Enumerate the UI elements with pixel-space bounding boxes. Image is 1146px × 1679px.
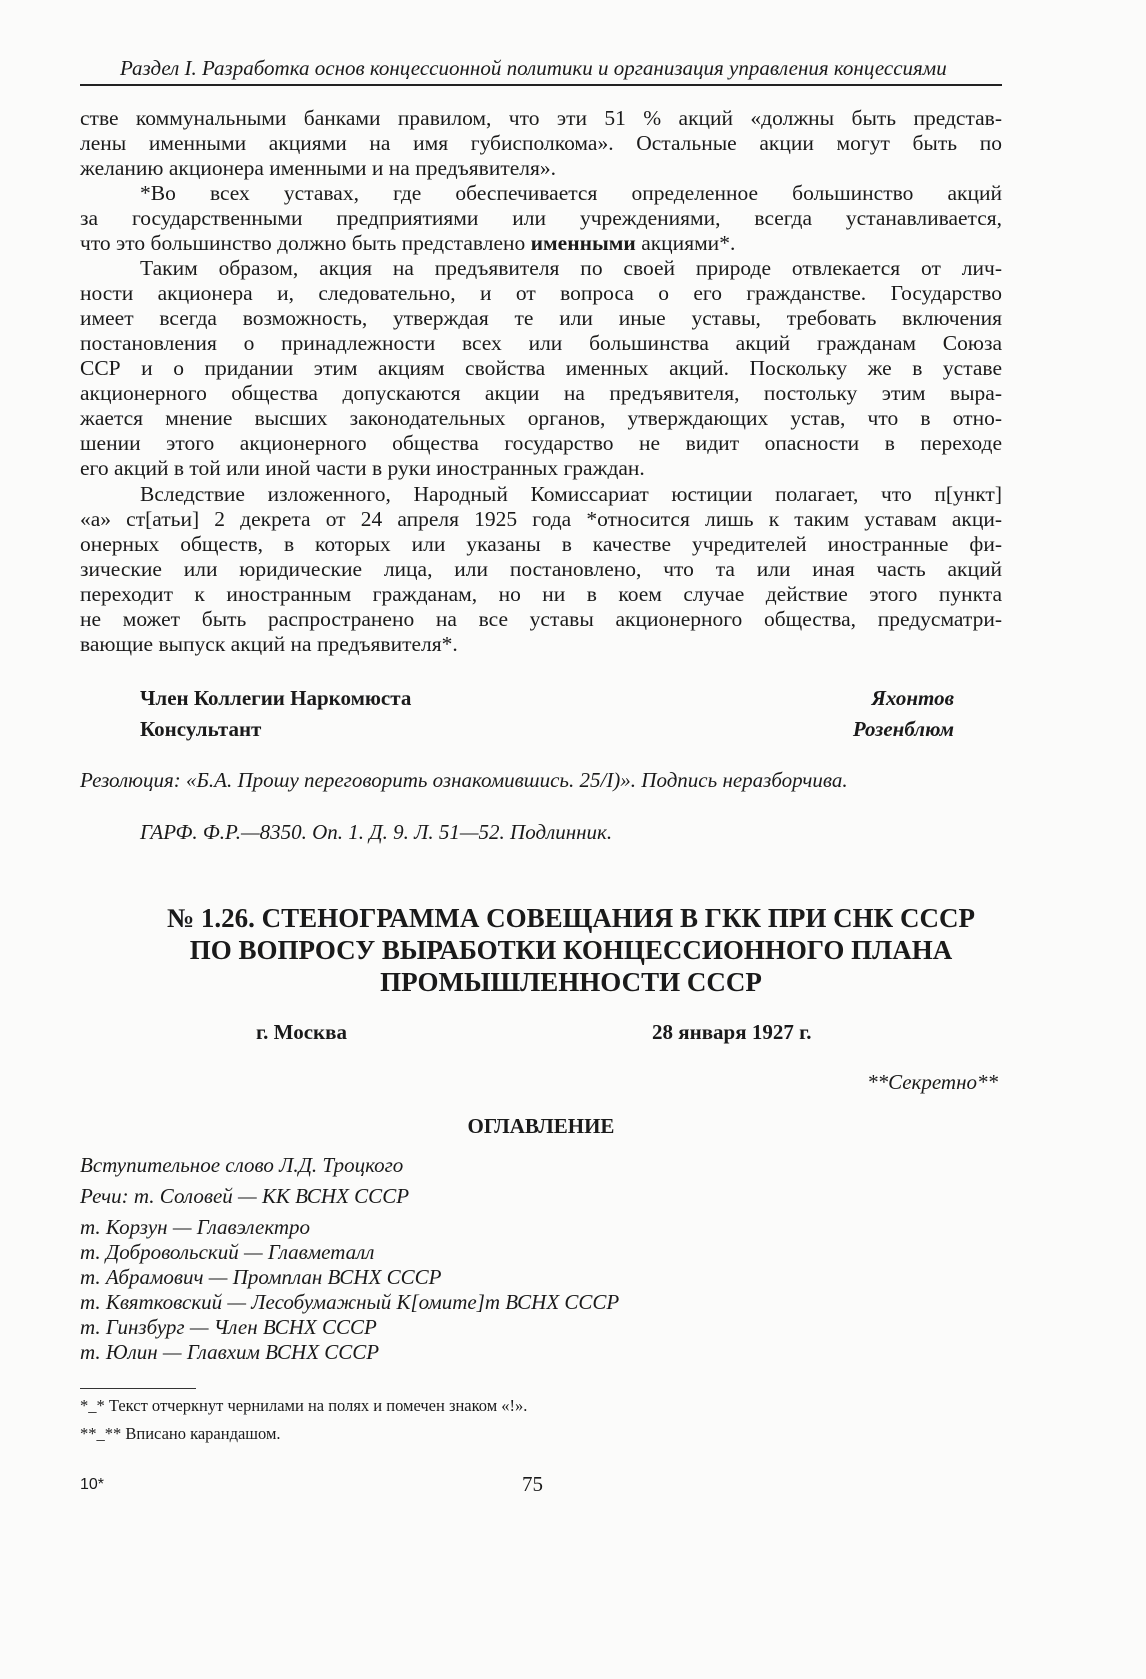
text-line: *Во всех уставах, где обеспечивается определенное большинство акций bbox=[140, 181, 1002, 205]
text-line: не может быть распространено на все уставы акционерного общества, предусматри- bbox=[80, 607, 1002, 631]
toc-item: т. Гинзбург — Член ВСНХ СССР bbox=[80, 1315, 377, 1339]
text-line: жается мнение высших законодательных органов, утверждающих устав, что в отно- bbox=[80, 406, 1002, 430]
signature-name: Яхонтов bbox=[871, 686, 954, 710]
text-line: стве коммунальными банками правилом, что эти 51 % акций «должны быть представ- bbox=[80, 106, 1002, 130]
place: г. Москва bbox=[256, 1020, 347, 1044]
signature-mark: 10* bbox=[80, 1476, 105, 1493]
footnote: *_* Текст отчеркнут чернилами на полях и помечен знаком «!». bbox=[80, 1396, 528, 1415]
document-title bbox=[80, 902, 1062, 998]
text-line: вающие выпуск акций на предъявителя*. bbox=[80, 632, 458, 656]
title-line: № 1.26. СТЕНОГРАММА СОВЕЩАНИЯ В ГКК ПРИ СНК СССР bbox=[167, 903, 975, 933]
text-line: лены именными акциями на имя губисполкома». Остальные акции могут быть по bbox=[80, 131, 1002, 155]
resolution-note: Резолюция: «Б.А. Прошу переговорить ознакомившись. 25/I)». Подпись неразборчива. bbox=[80, 768, 848, 792]
paragraph-2 bbox=[80, 181, 1002, 256]
signature-role: Член Коллегии Наркомюста bbox=[140, 686, 412, 710]
text-line: акционерного общества допускаются акции на предъявителя, постольку этим выра- bbox=[80, 381, 1002, 405]
toc-list bbox=[80, 1153, 619, 1365]
toc-item: Вступительное слово Л.Д. Троцкого bbox=[80, 1153, 404, 1177]
text-line bbox=[80, 231, 1002, 256]
text-segment: акциями*. bbox=[641, 231, 736, 255]
signature-name: Розенблюм bbox=[852, 717, 954, 741]
toc-item: т. Абрамович — Промплан ВСНХ СССР bbox=[80, 1265, 442, 1289]
text-line: ССР и о придании этим акциям свойства именных акций. Поскольку же в уставе bbox=[80, 356, 1002, 380]
title-line: ПРОМЫШЛЕННОСТИ СССР bbox=[380, 967, 762, 997]
text-segment: что это большинство должно быть представлено bbox=[80, 231, 531, 255]
date: 28 января 1927 г. bbox=[652, 1020, 812, 1044]
toc-heading: ОГЛАВЛЕНИЕ bbox=[467, 1114, 615, 1138]
text-line: имеет всегда возможность, утверждая те или иные уставы, требовать включения bbox=[80, 306, 1002, 330]
text-line: онерных обществ, в которых или указаны в качестве учредителей иностранные фи- bbox=[80, 532, 1002, 556]
title-line: ПО ВОПРОСУ ВЫРАБОТКИ КОНЦЕССИОННОГО ПЛАНА bbox=[189, 935, 953, 965]
toc-item: т. Корзун — Главэлектро bbox=[80, 1215, 311, 1239]
signature-role: Консультант bbox=[140, 717, 262, 741]
text-line: «а» ст[атьи] 2 декрета от 24 апреля 1925 года *относится лишь к таким уставам акци- bbox=[80, 507, 1002, 531]
text-line: ности акционера и, следовательно, и от вопроса о его гражданстве. Государство bbox=[80, 281, 1002, 305]
footnote: **_** Вписано карандашом. bbox=[80, 1424, 281, 1443]
paragraph-1 bbox=[80, 106, 1002, 181]
text-line: Вследствие изложенного, Народный Комиссариат юстиции полагает, что п[ункт] bbox=[140, 482, 1002, 506]
header-rule bbox=[80, 84, 1002, 86]
paragraph-3 bbox=[80, 256, 1002, 481]
text-line: зические или юридические лица, или постановлено, что та или иная часть акций bbox=[80, 557, 1002, 581]
text-line: его акций в той или иной части в руки иностранных граждан. bbox=[80, 456, 645, 480]
classification-mark: **Секретно** bbox=[867, 1070, 998, 1094]
text-line: желанию акционера именными и на предъявителя». bbox=[80, 156, 557, 180]
paragraph-4 bbox=[80, 482, 1002, 657]
footnote-rule bbox=[80, 1388, 196, 1389]
toc-item: т. Юлин — Главхим ВСНХ СССР bbox=[80, 1340, 380, 1364]
page-number: 75 bbox=[522, 1472, 543, 1496]
toc-item: т. Добровольский — Главметалл bbox=[80, 1240, 375, 1264]
running-header: Раздел I. Разработка основ концессионной политики и организация управления концессиями bbox=[120, 56, 947, 80]
archive-reference: ГАРФ. Ф.Р.—8350. Оп. 1. Д. 9. Л. 51—52. Подлинник. bbox=[140, 820, 613, 844]
toc-item: т. Квятковский — Лесобумажный К[омите]т ВСНХ СССР bbox=[80, 1290, 620, 1314]
toc-item: Речи: т. Соловей — КК ВСНХ СССР bbox=[80, 1184, 410, 1208]
text-line: Таким образом, акция на предъявителя по своей природе отвлекается от лич- bbox=[140, 256, 1002, 280]
text-line: постановления о принадлежности всех или большинства акций гражданам Союза bbox=[80, 331, 1002, 355]
text-line: переходит к иностранным гражданам, но ни в коем случае действие этого пункта bbox=[80, 582, 1002, 606]
text-line: шении этого акционерного общества государство не видит опасности в переходе bbox=[80, 431, 1002, 455]
text-line: за государственными предприятиями или учреждениями, всегда устанавливается, bbox=[80, 206, 1002, 230]
bold-segment: именными bbox=[530, 231, 636, 255]
